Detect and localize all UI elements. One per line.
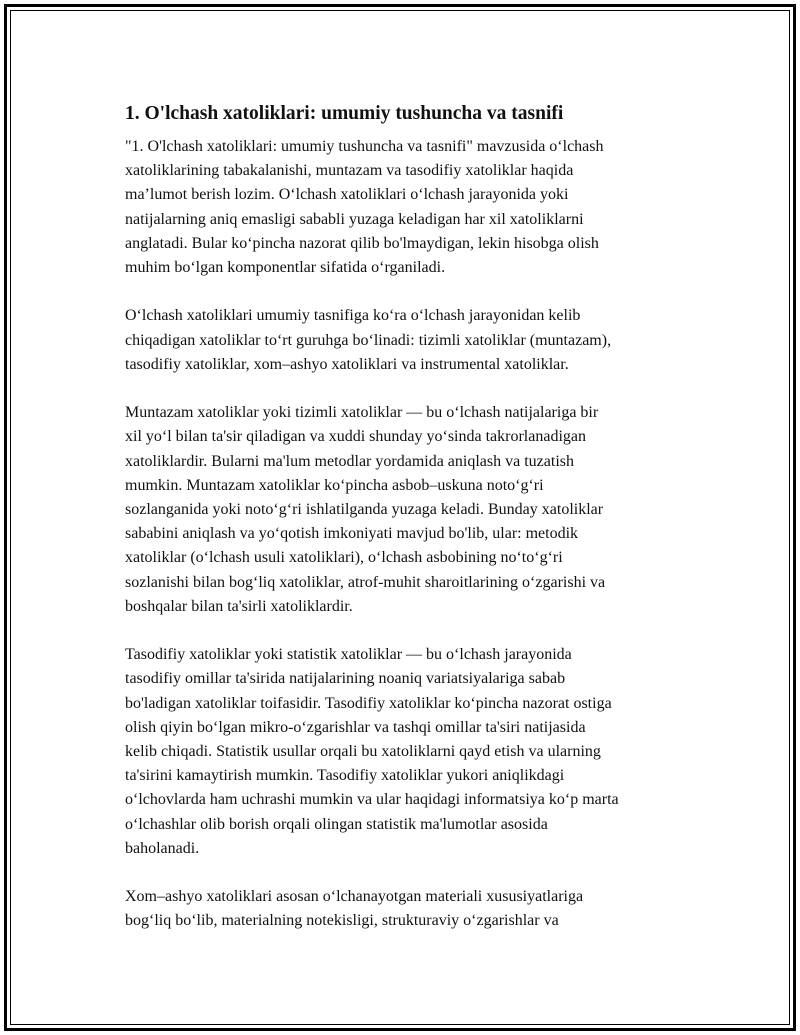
paragraph-line: ma’lumot berish lozim. O‘lchash xatoliklari o‘lchash jarayonida yoki: [125, 186, 569, 204]
paragraph-line: muhim bo‘lgan komponentlar sifatida o‘rganiladi.: [125, 259, 446, 277]
paragraph-line: mumkin. Muntazam xatoliklar ko‘pincha asbob–uskuna noto‘g‘ri: [125, 476, 544, 494]
paragraph: [125, 304, 705, 377]
paragraph-line: o‘lchashlar olib borish orqali olingan statistik ma'lumotlar asosida: [125, 815, 548, 833]
paragraph-line: kelib chiqadi. Statistik usullar orqali bu xatoliklarni qayd etish va ularning: [125, 743, 601, 761]
paragraph-line: bog‘liq bo‘lib, materialning notekisligi, strukturaviy o‘zgarishlar va: [125, 912, 559, 930]
paragraph-line: bo'ladigan xatoliklar toifasidir. Tasodifiy xatoliklar ko‘pincha nazorat ostiga: [125, 694, 612, 712]
paragraph-line: baholanadi.: [125, 839, 200, 857]
paragraph-line: sababini aniqlash va yo‘qotish imkoniyati mavjud bo'lib, ular: metodik: [125, 525, 579, 543]
paragraph-line: xatoliklar (o‘lchash usuli xatoliklari), o‘lchash asbobining no‘to‘g‘ri: [125, 549, 563, 567]
paragraph-line: sozlanishi bilan bog‘liq xatoliklar, atrof-muhit sharoitlarining o‘zgarishi va: [125, 573, 606, 591]
paragraph-line: natijalarning aniq emasligi sababli yuzaga keladigan har xil xatoliklarni: [125, 210, 584, 228]
paragraph-line: "1. O'lchash xatoliklari: umumiy tushuncha va tasnifi" mavzusida o‘lchash: [125, 138, 604, 155]
document-title: 1. O'lchash xatoliklari: umumiy tushuncha va tasnifi: [125, 103, 564, 124]
paragraph-line: anglatadi. Bular ko‘pincha nazorat qilib bo'lmaydigan, lekin hisobga olish: [125, 234, 599, 252]
paragraph-line: Xom–ashyo xatoliklari asosan o‘lchanayotgan materiali xususiyatlariga: [125, 888, 584, 906]
paragraph-line: olish qiyin bo‘lgan mikro-o‘zgarishlar va tashqi omillar ta'siri natijasida: [125, 718, 586, 736]
paragraph: [125, 885, 705, 933]
paragraph-line: chiqadigan xatoliklar to‘rt guruhga bo‘linadi: tizimli xatoliklar (muntazam),: [125, 331, 612, 349]
paragraph: [125, 643, 705, 861]
paragraph: [125, 135, 705, 280]
paragraph-line: sozlanganida yoki noto‘g‘ri ishlatilganda yuzaga keladi. Bunday xatoliklar: [125, 501, 604, 519]
paragraph-line: xil yo‘l bilan ta'sir qiladigan va xuddi shunday yo‘sinda takrorlanadigan: [125, 428, 586, 446]
paragraph-line: xatoliklardir. Bularni ma'lum metodlar yordamida aniqlash va tuzatish: [125, 452, 574, 470]
page-frame: [4, 4, 796, 1031]
paragraph-line: Muntazam xatoliklar yoki tizimli xatoliklar — bu o‘lchash natijalariga bir: [125, 404, 599, 422]
paragraph-line: tasodifiy omillar ta'sirida natijalarining noaniq variatsiyalariga sabab: [125, 670, 566, 688]
paragraph-line: Tasodifiy xatoliklar yoki statistik xatoliklar — bu o‘lchash jarayonida: [125, 646, 572, 664]
document-content: [125, 101, 705, 958]
paragraph-line: ta'sirini kamaytirish mumkin. Tasodifiy xatoliklar yukori aniqlikdagi: [125, 767, 565, 785]
paragraph-line: tasodifiy xatoliklar, xom–ashyo xatoliklari va instrumental xatoliklar.: [125, 355, 569, 373]
paragraph-list: [125, 135, 705, 934]
paragraph-line: O‘lchash xatoliklari umumiy tasnifiga ko‘ra o‘lchash jarayonidan kelib: [125, 307, 581, 325]
paragraph-line: o‘lchovlarda ham uchrashi mumkin va ular haqidagi informatsiya ko‘p marta: [125, 791, 619, 809]
paragraph: [125, 401, 705, 619]
paragraph-line: boshqalar bilan ta'sirli xatoliklardir.: [125, 597, 353, 615]
paragraph-line: xatoliklarining tabakalanishi, muntazam va tasodifiy xatoliklar haqida: [125, 162, 574, 180]
